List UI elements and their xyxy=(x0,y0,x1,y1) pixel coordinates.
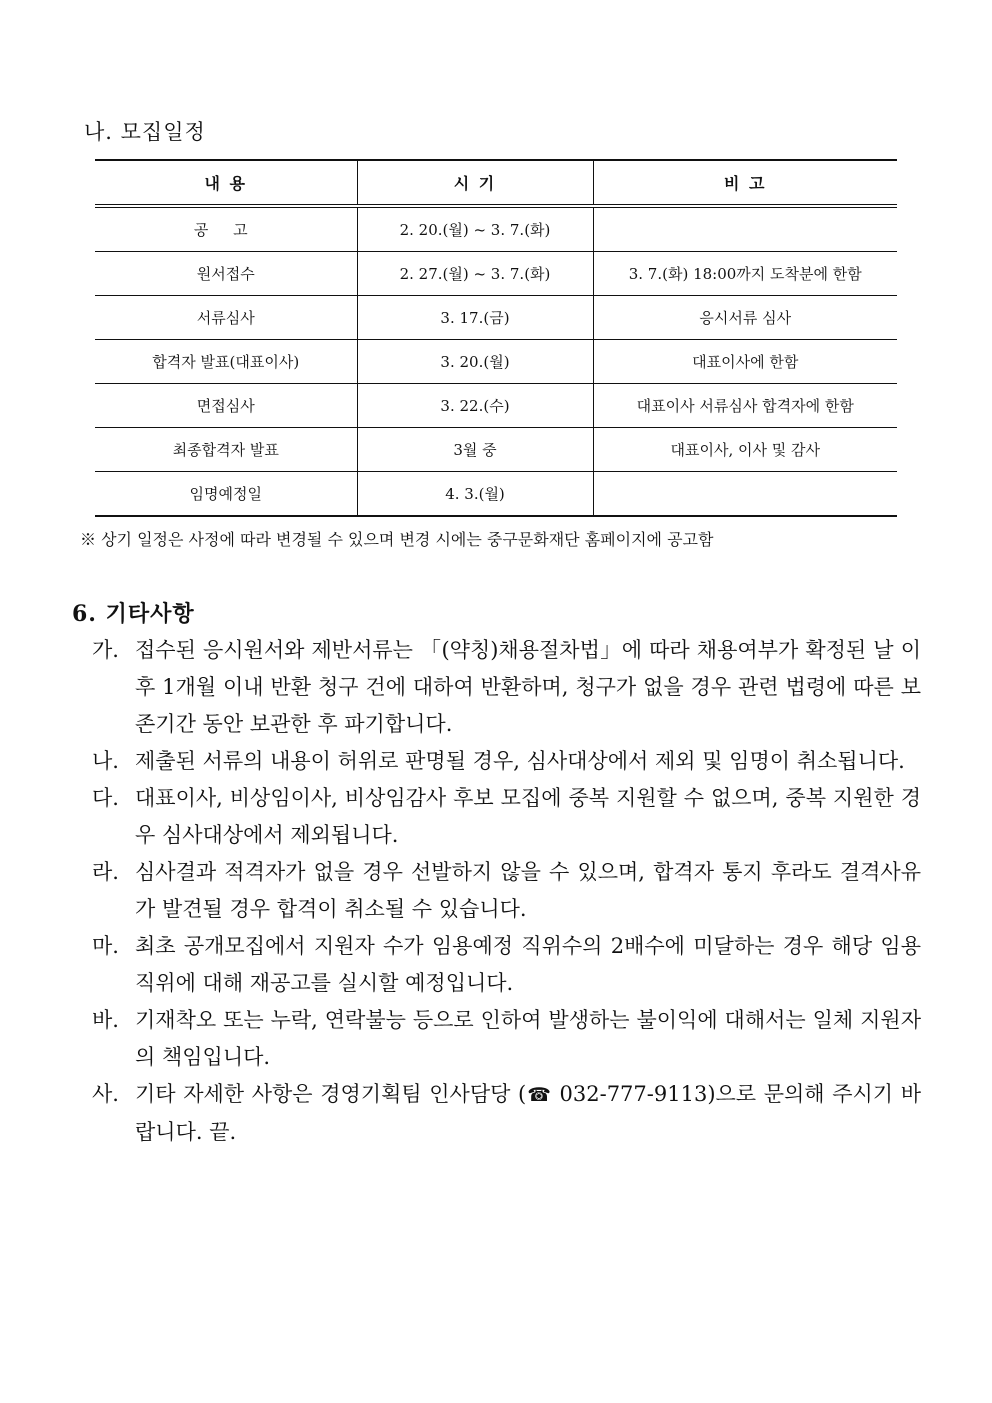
list-item xyxy=(92,743,921,780)
item-text: 제출된 서류의 내용이 허위로 판명될 경우, 심사대상에서 제외 및 임명이 취소됩니다. xyxy=(135,749,905,773)
section6-title: 6. 기타사항 xyxy=(72,601,195,627)
notice-list xyxy=(92,632,921,1151)
row-content: 최종합격자 발표 xyxy=(95,428,357,472)
row-period: 2. 27.(월) ~ 3. 7.(화) xyxy=(357,252,593,296)
row-remark: 응시서류 심사 xyxy=(593,296,897,340)
table-row xyxy=(95,472,897,517)
list-item xyxy=(92,780,921,854)
row-content: 임명예정일 xyxy=(95,472,357,517)
list-item xyxy=(92,928,921,1002)
contact-phone: 032-777-9113 xyxy=(551,1082,708,1106)
item-text: 최초 공개모집에서 지원자 수가 임용예정 직위수의 2배수에 미달하는 경우 해당 임용직위에 대해 재공고를 실시할 예정입니다. xyxy=(135,934,921,995)
row-period: 3. 17.(금) xyxy=(357,296,593,340)
row-period: 3. 20.(월) xyxy=(357,340,593,384)
item-text: 심사결과 적격자가 없을 경우 선발하지 않을 수 있으며, 합격자 통지 후라도 결격사유가 발견될 경우 합격이 취소될 수 있습니다. xyxy=(135,860,921,921)
header-content: 내 용 xyxy=(95,160,357,206)
row-content: 원서접수 xyxy=(95,252,357,296)
table-row xyxy=(95,206,897,252)
list-item-contact xyxy=(92,1076,921,1151)
item-text: 대표이사, 비상임이사, 비상임감사 후보 모집에 중복 지원할 수 없으며, 중복 지원한 경우 심사대상에서 제외됩니다. xyxy=(135,786,921,847)
list-item xyxy=(92,632,921,743)
item-marker: 라. xyxy=(92,860,119,884)
row-remark xyxy=(593,206,897,252)
schedule-table xyxy=(95,159,897,517)
row-content: 합격자 발표(대표이사) xyxy=(95,340,357,384)
header-period: 시 기 xyxy=(357,160,593,206)
table-row xyxy=(95,252,897,296)
row-content: 면접심사 xyxy=(95,384,357,428)
row-period: 3월 중 xyxy=(357,428,593,472)
item-text-before: 기타 자세한 사항은 경영기획팀 인사담당 ( xyxy=(135,1082,527,1106)
item-text: 접수된 응시원서와 제반서류는 「(약칭)채용절차법」에 따라 채용여부가 확정된 날 이후 1개월 이내 반환 청구 건에 대하여 반환하며, 청구가 없을 경우 관련 법령에 따른 보존기간 동안 보관한 후 파기합니다. xyxy=(135,638,921,736)
row-remark: 3. 7.(화) 18:00까지 도착분에 한함 xyxy=(593,252,897,296)
item-marker: 가. xyxy=(92,638,119,662)
table-row xyxy=(95,384,897,428)
row-content: 서류심사 xyxy=(95,296,357,340)
item-marker: 사. xyxy=(92,1082,119,1106)
list-item xyxy=(92,854,921,928)
table-row xyxy=(95,296,897,340)
telephone-icon: ☎ xyxy=(526,1084,552,1106)
row-remark: 대표이사 서류심사 합격자에 한함 xyxy=(593,384,897,428)
item-marker: 나. xyxy=(92,749,119,773)
schedule-note: ※ 상기 일정은 사정에 따라 변경될 수 있으며 변경 시에는 중구문화재단 홈페이지에 공고함 xyxy=(80,530,714,549)
row-remark xyxy=(593,472,897,517)
table-header-row xyxy=(95,160,897,206)
row-period: 2. 20.(월) ~ 3. 7.(화) xyxy=(357,206,593,252)
row-remark: 대표이사, 이사 및 감사 xyxy=(593,428,897,472)
item-text: 기재착오 또는 누락, 연락불능 등으로 인하여 발생하는 불이익에 대해서는 일체 지원자의 책임입니다. xyxy=(135,1008,921,1069)
item-marker: 다. xyxy=(92,786,119,810)
item-text-after: )으로 문의해 주시기 바랍니다. 끝. xyxy=(135,1082,922,1144)
table-row xyxy=(95,340,897,384)
table-row xyxy=(95,428,897,472)
row-period: 3. 22.(수) xyxy=(357,384,593,428)
item-marker: 바. xyxy=(92,1008,119,1032)
row-remark: 대표이사에 한함 xyxy=(593,340,897,384)
schedule-title: 나. 모집일정 xyxy=(84,120,206,144)
header-remark: 비 고 xyxy=(593,160,897,206)
list-item xyxy=(92,1002,921,1076)
row-period: 4. 3.(월) xyxy=(357,472,593,517)
row-content: 공 고 xyxy=(193,221,258,239)
item-marker: 마. xyxy=(92,934,119,958)
